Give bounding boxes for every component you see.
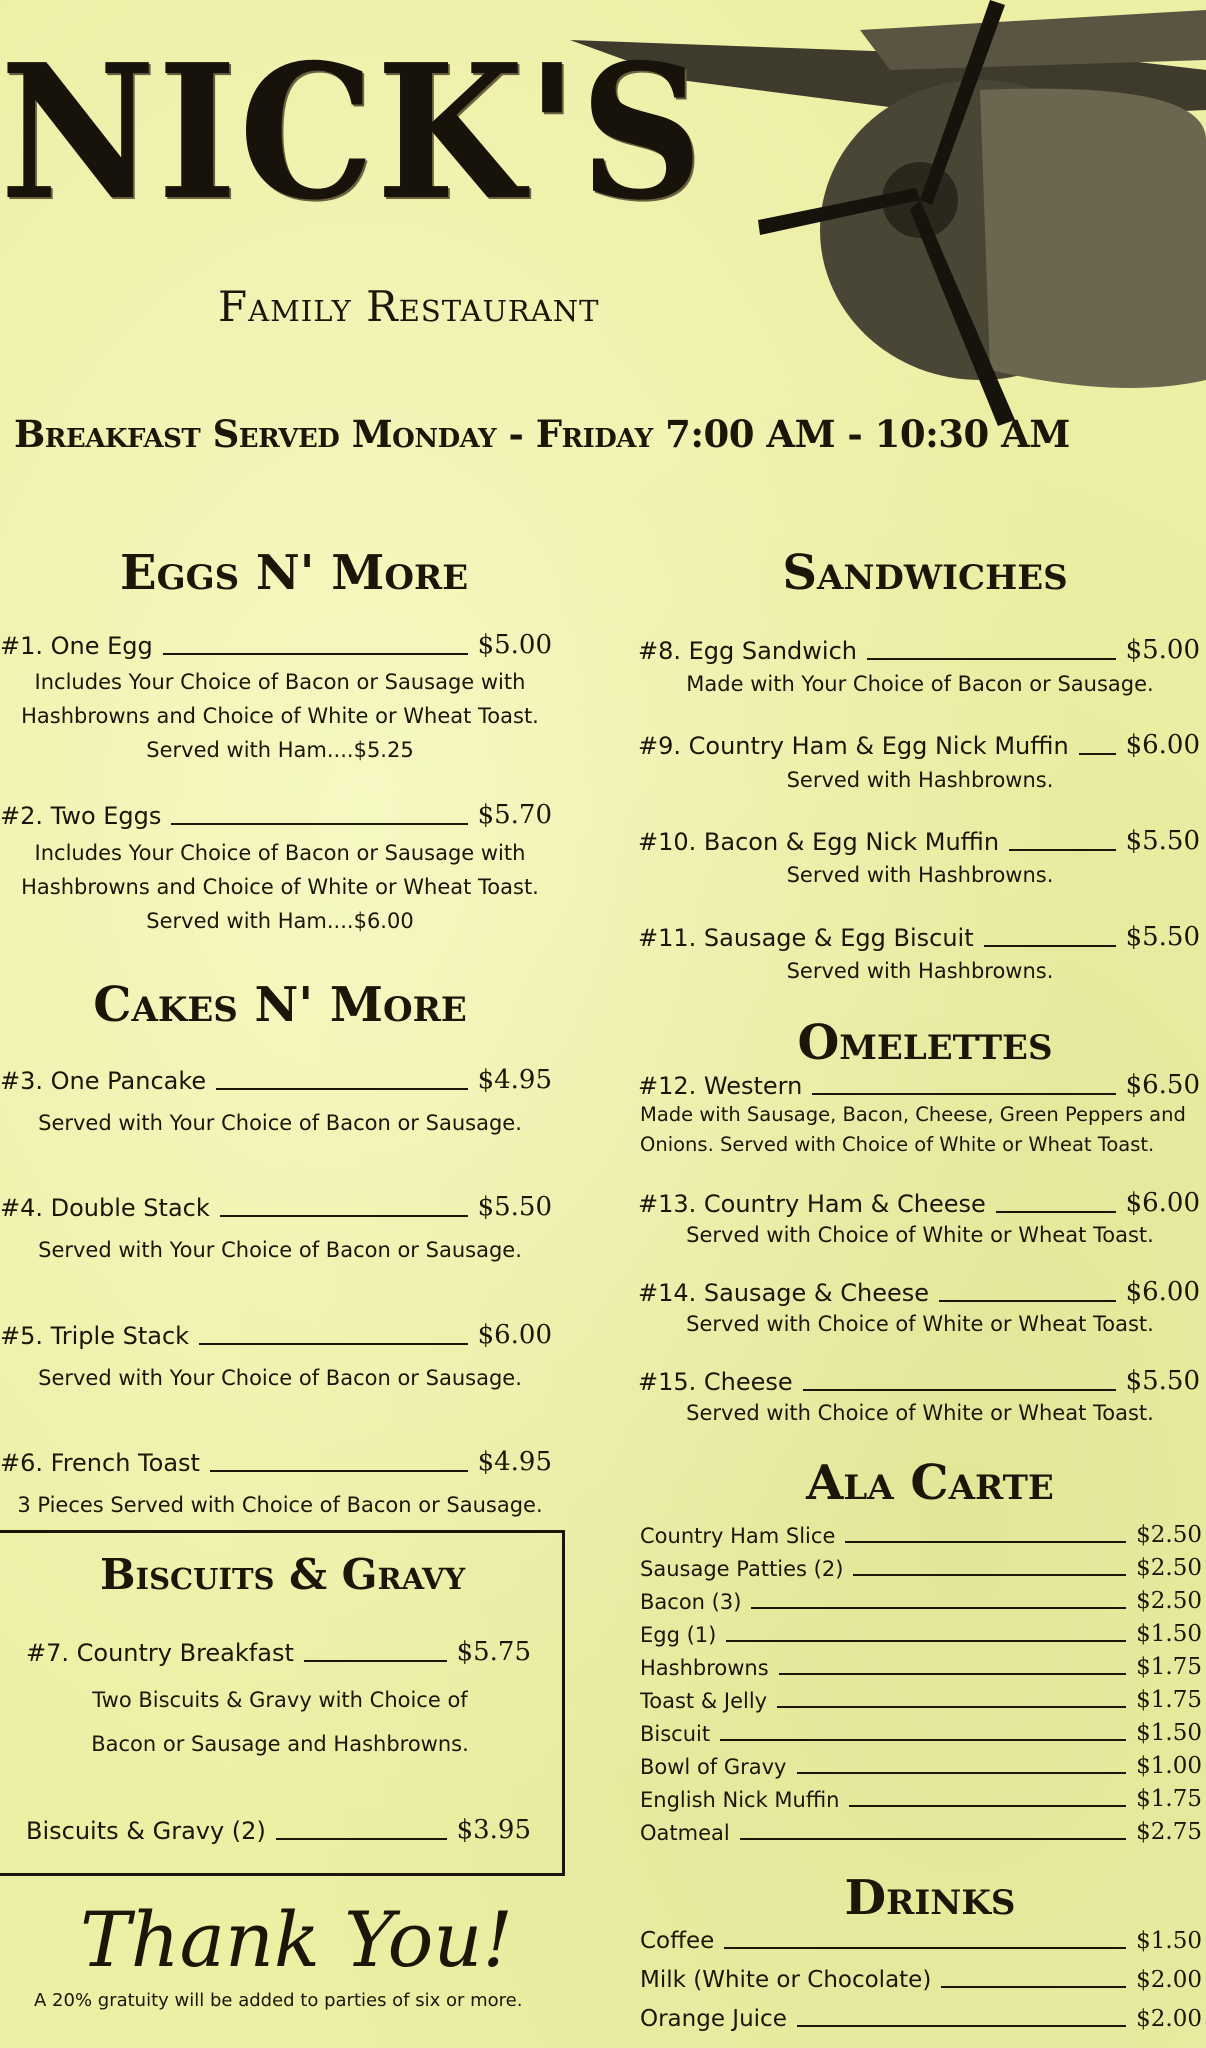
item-price: $5.50 xyxy=(1125,922,1200,952)
ala-carte-item xyxy=(640,1812,1202,1845)
item-name: Bowl of Gravy xyxy=(640,1755,787,1779)
item-name: Oatmeal xyxy=(640,1821,730,1845)
item-price: $1.50 xyxy=(1136,1720,1202,1746)
menu-item-7-description xyxy=(0,1678,560,1766)
item-name: Hashbrowns xyxy=(640,1656,769,1680)
ala-carte-item xyxy=(640,1680,1202,1713)
menu-item-11 xyxy=(638,922,1200,952)
item-name: Egg (1) xyxy=(640,1623,717,1647)
item-price: $6.00 xyxy=(1125,1188,1200,1218)
item-name: #13. Country Ham & Cheese xyxy=(638,1190,986,1218)
restaurant-subtitle: Family Restaurant xyxy=(218,282,600,331)
item-name: Biscuits & Gravy (2) xyxy=(26,1817,266,1845)
item-name: #2. Two Eggs xyxy=(0,802,162,830)
item-price: $2.50 xyxy=(1136,1522,1202,1548)
section-heading-cakes: Cakes N' More xyxy=(93,977,467,1033)
desc-line: Hashbrowns and Choice of White or Wheat Toast. xyxy=(21,704,539,728)
menu-item-7 xyxy=(26,1637,531,1667)
item-price: $6.00 xyxy=(477,1320,552,1350)
desc-line: Bacon or Sausage and Hashbrowns. xyxy=(91,1732,469,1756)
item-price: $5.50 xyxy=(1125,826,1200,856)
desc-line: Served with Ham....$5.25 xyxy=(146,738,414,762)
ala-carte-item xyxy=(640,1548,1202,1581)
desc-line: Made with Sausage, Bacon, Cheese, Green Peppers and xyxy=(640,1103,1186,1126)
restaurant-name: NICK'S xyxy=(0,23,705,241)
section-heading-ala-carte: Ala Carte xyxy=(806,1455,1054,1511)
ala-carte-item xyxy=(640,1581,1202,1614)
menu-item-1 xyxy=(0,630,552,660)
ala-carte-item xyxy=(640,1515,1202,1548)
menu-item-14-description: Served with Choice of White or Wheat Toast. xyxy=(686,1312,1154,1336)
menu-item-1-description xyxy=(0,665,560,767)
menu-item-5-description: Served with Your Choice of Bacon or Sausage. xyxy=(38,1366,522,1390)
item-name: English Nick Muffin xyxy=(640,1788,840,1812)
desc-line: Served with Ham....$6.00 xyxy=(146,909,414,933)
item-name: Country Ham Slice xyxy=(640,1524,836,1548)
item-price: $5.00 xyxy=(1125,635,1200,665)
item-price: $6.00 xyxy=(1125,730,1200,760)
item-price: $1.50 xyxy=(1136,1928,1202,1954)
menu-item-3 xyxy=(0,1065,552,1095)
item-name: #9. Country Ham & Egg Nick Muffin xyxy=(638,732,1069,760)
ala-carte-item xyxy=(640,1614,1202,1647)
menu-item-11-description: Served with Hashbrowns. xyxy=(786,959,1054,983)
item-name: #3. One Pancake xyxy=(0,1067,207,1095)
item-price: $5.00 xyxy=(477,630,552,660)
item-price: $1.75 xyxy=(1136,1654,1202,1680)
menu-item-15 xyxy=(638,1366,1200,1396)
item-name: #4. Double Stack xyxy=(0,1194,210,1222)
desc-line: Two Biscuits & Gravy with Choice of xyxy=(92,1688,468,1712)
item-price: $1.00 xyxy=(1136,1753,1202,1779)
menu-item-13 xyxy=(638,1188,1200,1218)
airplane-wing-top xyxy=(860,10,1206,70)
menu-item-2 xyxy=(0,800,552,830)
item-price: $5.75 xyxy=(456,1637,531,1667)
menu-item-8 xyxy=(638,635,1200,665)
menu-item-4 xyxy=(0,1192,552,1222)
section-heading-omelettes: Omelettes xyxy=(797,1015,1053,1071)
ala-carte-item xyxy=(640,1647,1202,1680)
menu-item-biscuits-gravy-2 xyxy=(26,1815,531,1845)
ala-carte-item xyxy=(640,1713,1202,1746)
item-name: Orange Juice xyxy=(640,2006,787,2032)
item-price: $2.00 xyxy=(1136,1967,1202,1993)
menu-item-3-description: Served with Your Choice of Bacon or Sausage. xyxy=(38,1111,522,1135)
item-price: $2.50 xyxy=(1136,1588,1202,1614)
menu-item-9-description: Served with Hashbrowns. xyxy=(786,768,1054,792)
item-price: $6.00 xyxy=(1125,1277,1200,1307)
menu-item-10 xyxy=(638,826,1200,856)
menu-item-2-description xyxy=(0,836,560,938)
menu-item-12-description xyxy=(640,1100,1206,1160)
menu-item-6 xyxy=(0,1447,552,1477)
item-name: #12. Western xyxy=(638,1072,803,1100)
ala-carte-list xyxy=(640,1515,1202,1845)
section-heading-biscuits: Biscuits & Gravy xyxy=(100,1550,466,1599)
menu-item-9 xyxy=(638,730,1200,760)
ala-carte-item xyxy=(640,1779,1202,1812)
item-price: $4.95 xyxy=(477,1065,552,1095)
item-name: #5. Triple Stack xyxy=(0,1322,190,1350)
item-name: #10. Bacon & Egg Nick Muffin xyxy=(638,828,1000,856)
item-price: $1.75 xyxy=(1136,1687,1202,1713)
breakfast-hours: Breakfast Served Monday - Friday 7:00 AM - 10:30 AM xyxy=(14,412,1070,456)
menu-item-5 xyxy=(0,1320,552,1350)
menu-item-10-description: Served with Hashbrowns. xyxy=(786,863,1054,887)
item-name: Milk (White or Chocolate) xyxy=(640,1967,932,1993)
menu-item-4-description: Served with Your Choice of Bacon or Sausage. xyxy=(38,1238,522,1262)
item-price: $6.50 xyxy=(1125,1070,1200,1100)
item-name: Sausage Patties (2) xyxy=(640,1557,844,1581)
item-price: $2.75 xyxy=(1136,1819,1202,1845)
menu-item-14 xyxy=(638,1277,1200,1307)
menu-item-6-description: 3 Pieces Served with Choice of Bacon or Sausage. xyxy=(17,1493,543,1517)
gratuity-note: A 20% gratuity will be added to parties of six or more. xyxy=(34,1990,523,2011)
item-name: Toast & Jelly xyxy=(640,1689,768,1713)
drinks-list xyxy=(640,1915,1202,2032)
desc-line: Hashbrowns and Choice of White or Wheat Toast. xyxy=(21,875,539,899)
desc-line: Onions. Served with Choice of White or Wheat Toast. xyxy=(640,1133,1155,1156)
menu-item-8-description: Made with Your Choice of Bacon or Sausage. xyxy=(686,672,1154,696)
item-price: $2.50 xyxy=(1136,1555,1202,1581)
item-name: Coffee xyxy=(640,1928,715,1954)
item-name: Biscuit xyxy=(640,1722,711,1746)
item-price: $5.50 xyxy=(477,1192,552,1222)
item-price: $5.70 xyxy=(477,800,552,830)
drink-item xyxy=(640,1915,1202,1954)
drink-item xyxy=(640,1954,1202,1993)
desc-line: Includes Your Choice of Bacon or Sausage with xyxy=(34,841,526,865)
item-name: #7. Country Breakfast xyxy=(26,1639,294,1667)
menu-item-12 xyxy=(638,1070,1200,1100)
menu-item-15-description: Served with Choice of White or Wheat Toast. xyxy=(686,1401,1154,1425)
drink-item xyxy=(640,1993,1202,2032)
item-price: $1.75 xyxy=(1136,1786,1202,1812)
ala-carte-item xyxy=(640,1746,1202,1779)
item-name: #14. Sausage & Cheese xyxy=(638,1279,930,1307)
item-name: #6. French Toast xyxy=(0,1449,200,1477)
item-name: #15. Cheese xyxy=(638,1368,793,1396)
item-name: #11. Sausage & Egg Biscuit xyxy=(638,924,974,952)
item-name: Bacon (3) xyxy=(640,1590,742,1614)
section-heading-eggs: Eggs N' More xyxy=(120,545,469,601)
item-price: $5.50 xyxy=(1125,1366,1200,1396)
thank-you-script: Thank You! xyxy=(80,1895,513,1984)
section-heading-sandwiches: Sandwiches xyxy=(782,545,1068,601)
item-name: #1. One Egg xyxy=(0,632,153,660)
fuselage xyxy=(980,89,1206,388)
item-price: $2.00 xyxy=(1136,2006,1202,2032)
desc-line: Includes Your Choice of Bacon or Sausage with xyxy=(34,670,526,694)
item-name: #8. Egg Sandwich xyxy=(638,637,857,665)
menu-item-13-description: Served with Choice of White or Wheat Toast. xyxy=(686,1223,1154,1247)
item-price: $4.95 xyxy=(477,1447,552,1477)
section-heading-drinks: Drinks xyxy=(844,1870,1016,1926)
item-price: $3.95 xyxy=(456,1815,531,1845)
item-price: $1.50 xyxy=(1136,1621,1202,1647)
